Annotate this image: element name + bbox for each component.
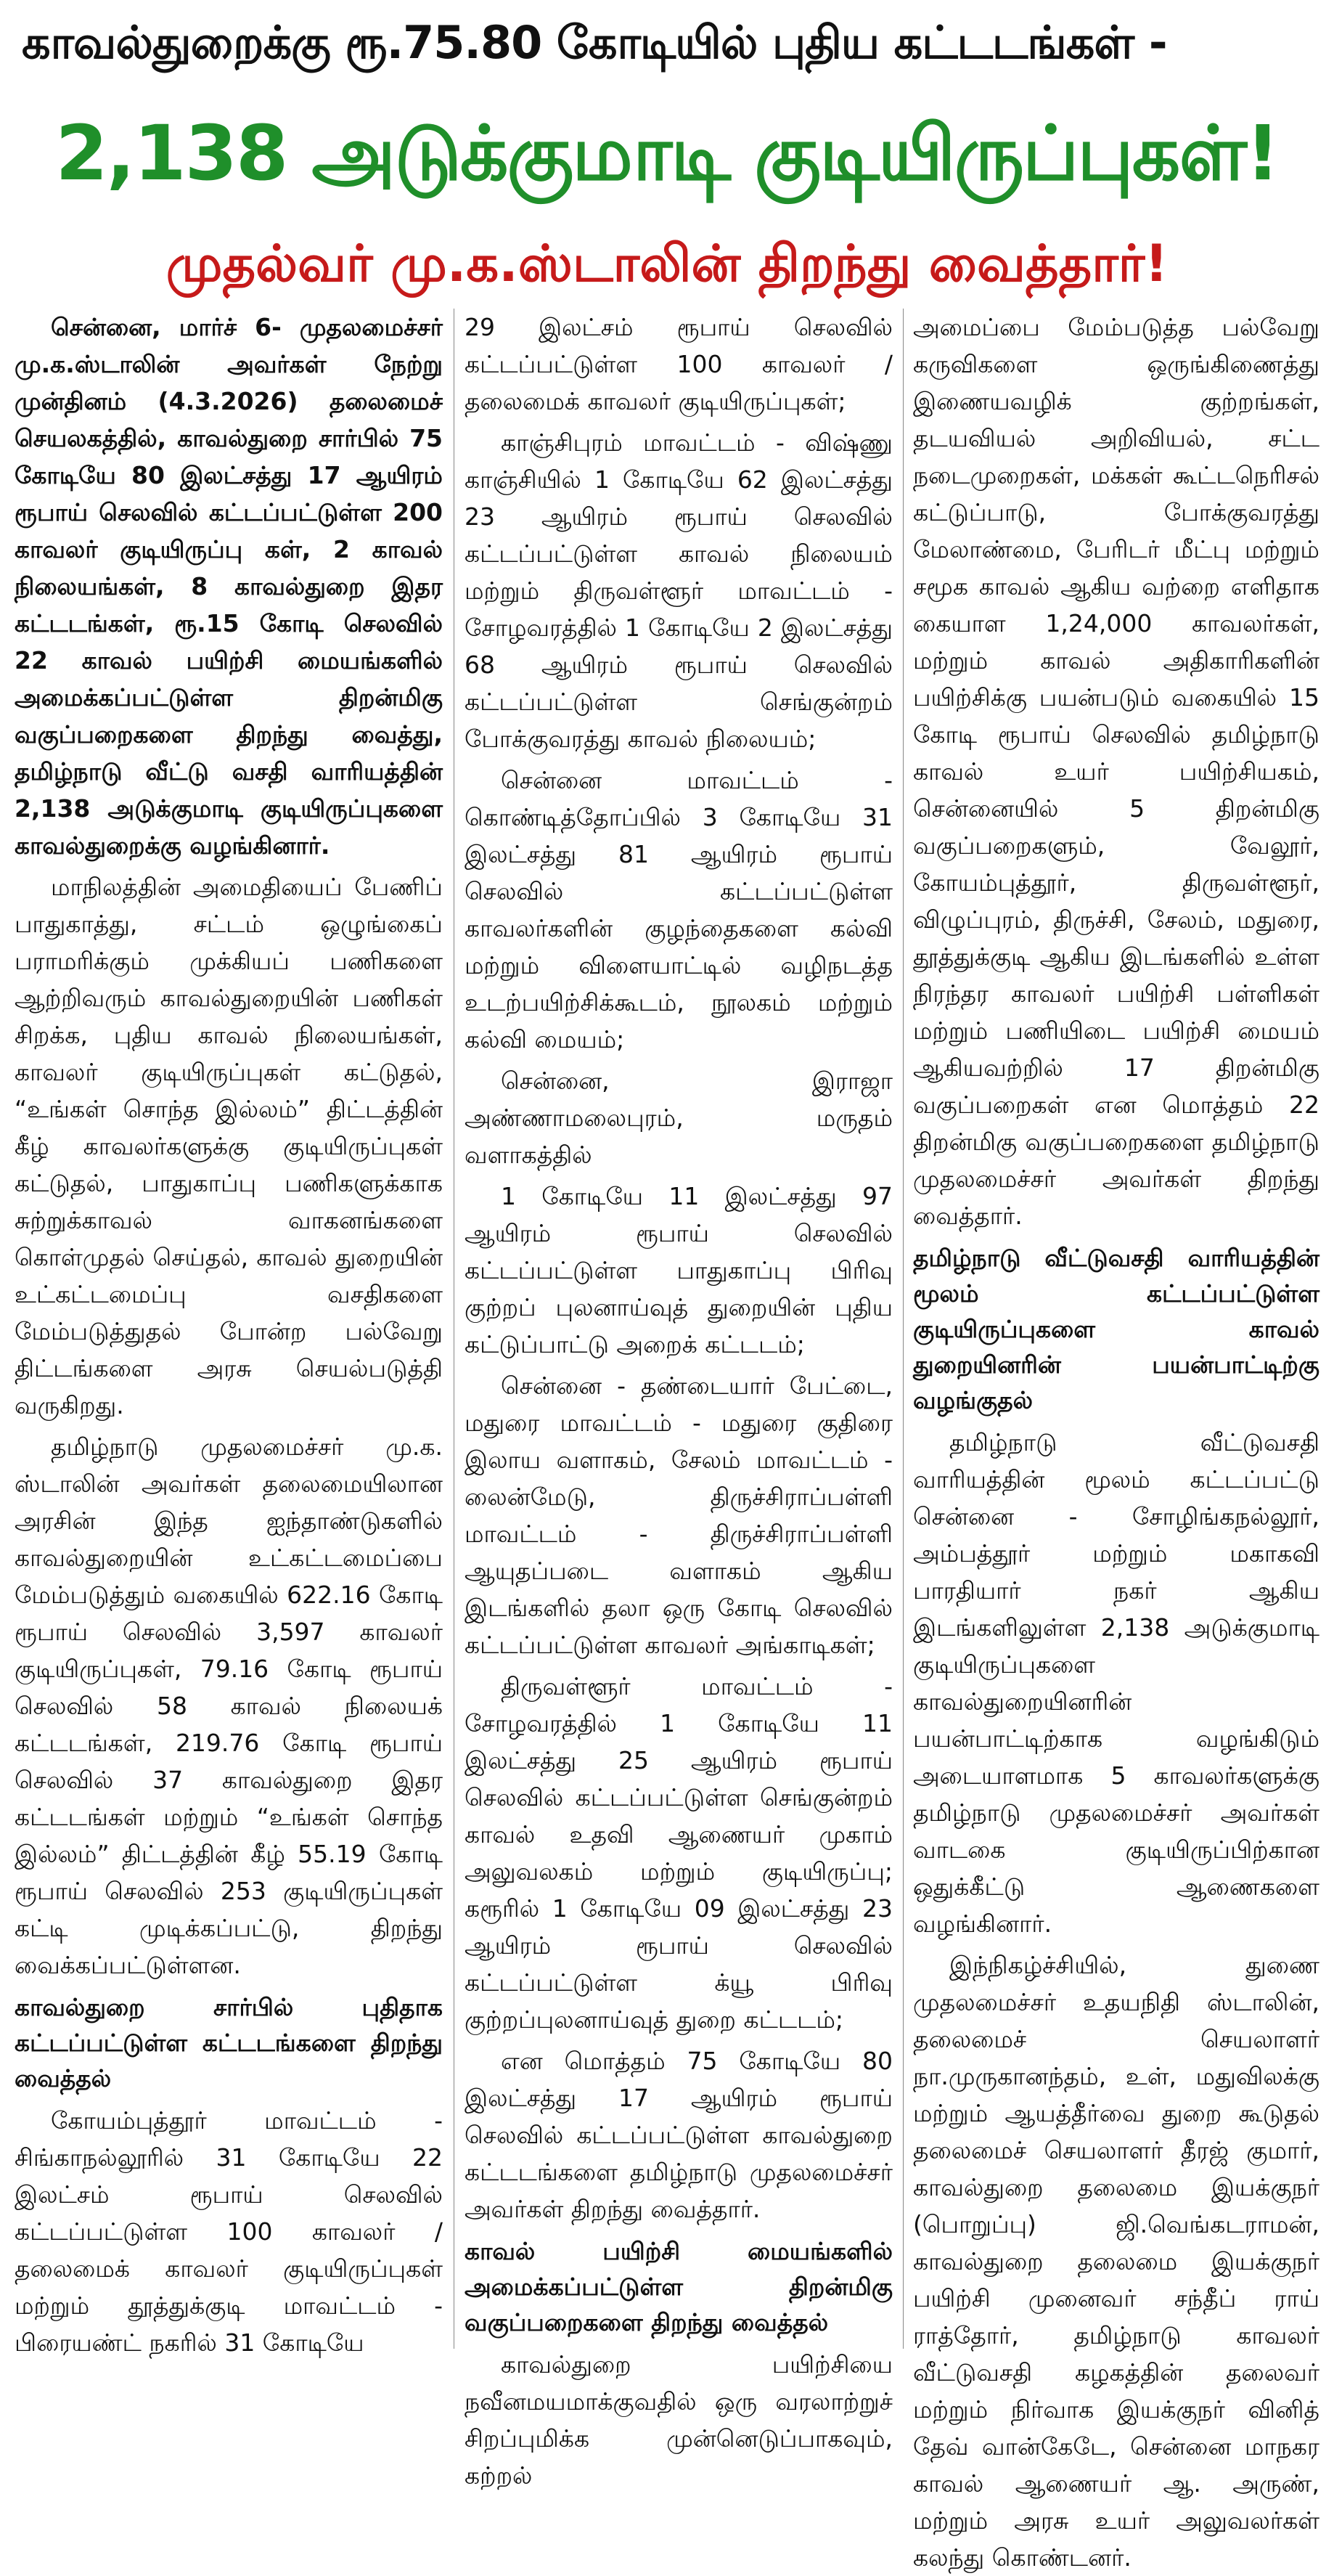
section-heading: காவல்துறை சார்பில் புதிதாக கட்டப்பட்டுள்ள கட்டடங்களை திறந்து வைத்தல் [15, 1993, 443, 2092]
article-paragraph: கோயம்புத்தூர் மாவட்டம் - சிங்காநல்லூரில் 31 கோடியே 22 இலட்சம் ரூபாய் செலவில் கட்டப்பட்டுள்ள 100 காவலர் / தலைமைக் காவலர் குடியிருப்புகள் மற்றும் தூத்துக்குடி மாவட்டம் - பிரையண்ட் நகரில் 31 கோடியே [15, 2106, 443, 2357]
article-column-2 [465, 309, 893, 2490]
article-paragraph: இந்நிகழ்ச்சியில், துணை முதலமைச்சர் உதயநிதி ஸ்டாலின், தலைமைச் செயலாளர் நா.முருகானந்தம், உள், மதுவிலக்கு மற்றும் ஆயத்தீர்வை துறை கூடுதல் தலைமைச் செயலாளர் தீரஜ் குமார், காவல்துறை தலைமை இயக்குநர் (பொறுப்பு) ஜி.வெங்கடராமன், காவல்துறை தலைமை இயக்குநர் பயிற்சி முனைவர் சந்தீப் ராய் ராத்தோர், தமிழ்நாடு காவலர் வீட்டுவசதி கழகத்தின் தலைவர் மற்றும் நிர்வாக இயக்குநர் வினித் தேவ் வான்கேடே, சென்னை மாநகர காவல் ஆணையர் ஆ. அருண், மற்றும் அரசு உயர் அலுவலர்கள் கலந்து கொண்டனர். [913, 1951, 1319, 2572]
article-paragraph: தமிழ்நாடு வீட்டுவசதி வாரியத்தின் மூலம் கட்டப்பட்டு சென்னை - சோழிங்கநல்லூர், அம்பத்தூர் மற்றும் மகாகவி பாரதியார் நகர் ஆகிய இடங்களிலுள்ள 2,138 அடுக்குமாடி குடியிருப்புகளை காவல்துறையினரின் பயன்பாட்டிற்காக வழங்கிடும் அடையாளமாக 5 காவலர்களுக்கு தமிழ்நாடு முதலமைச்சர் அவர்கள் வாடகை குடியிருப்பிற்கான ஒதுக்கீட்டு ஆணைகளை வழங்கினார். [913, 1428, 1319, 1938]
article-paragraph: தமிழ்நாடு முதலமைச்சர் மு.க. ஸ்டாலின் அவர்கள் தலைமையிலான அரசின் இந்த ஐந்தாண்டுகளில் காவல்துறையின் உட்கட்டமைப்பை மேம்படுத்தும் வகையில் 622.16 கோடி ரூபாய் செலவில் 3,597 காவலர் குடியிருப்புகள், 79.16 கோடி ரூபாய் செலவில் 58 காவல் நிலையக் கட்டடங்கள், 219.76 கோடி ரூபாய் செலவில் 37 காவல்துறை இதர கட்டடங்கள் மற்றும் “உங்கள் சொந்த இல்லம்” திட்டத்தின் கீழ் 55.19 கோடி ரூபாய் செலவில் 253 குடியிருப்புகள் கட்டி முடிக்கப்பட்டு, திறந்து வைக்கப்பட்டுள்ளன. [15, 1432, 443, 1979]
column-divider [903, 309, 904, 2349]
headline-sub: முதல்வர் மு.க.ஸ்டாலின் திறந்து வைத்தார்! [165, 234, 1169, 293]
article-paragraph: சென்னை மாவட்டம் - கொண்டித்தோப்பில் 3 கோடியே 31 இலட்சத்து 81 ஆயிரம் ரூபாய் செலவில் கட்டப்பட்டுள்ள காவலர்களின் குழந்தைகளை கல்வி மற்றும் விளையாட்டில் வழிநடத்த உடற்பயிற்சிக்கூடம், நூலகம் மற்றும் கல்வி மையம்; [465, 766, 893, 1053]
article-paragraph: திருவள்ளூர் மாவட்டம் - சோழவரத்தில் 1 கோடியே 11 இலட்சத்து 25 ஆயிரம் ரூபாய் செலவில் கட்டப்பட்டுள்ள செங்குன்றம் காவல் உதவி ஆணையர் முகாம் அலுவலகம் மற்றும் குடியிருப்பு; கரூரில் 1 கோடியே 09 இலட்சத்து 23 ஆயிரம் ரூபாய் செலவில் கட்டப்பட்டுள்ள க்யூ பிரிவு குற்றப்புலனாய்வுத் துறை கட்டடம்; [465, 1672, 893, 2034]
article-paragraph: சென்னை, இராஜா அண்ணாமலைபுரம், மருதம் வளாகத்தில் [465, 1067, 893, 1169]
article-body [15, 309, 1319, 2572]
article-paragraph: என மொத்தம் 75 கோடியே 80 இலட்சத்து 17 ஆயிரம் ரூபாய் செலவில் கட்டப்பட்டுள்ள காவல்துறை கட்டடங்களை தமிழ்நாடு முதலமைச்சர் அவர்கள் திறந்து வைத்தார். [465, 2047, 893, 2223]
article-paragraph: சென்னை - தண்டையார் பேட்டை, மதுரை மாவட்டம் - மதுரை குதிரை இலாய வளாகம், சேலம் மாவட்டம் - லைன்மேடு, திருச்சிராப்பள்ளி மாவட்டம் - திருச்சிராப்பள்ளி ஆயுதப்படை வளாகம் ஆகிய இடங்களில் தலா ஒரு கோடி செலவில் கட்டப்பட்டுள்ள காவலர் அங்காடிகள்; [465, 1371, 893, 1659]
article-paragraph: காஞ்சிபுரம் மாவட்டம் - விஷ்ணு காஞ்சியில் 1 கோடியே 62 இலட்சத்து 23 ஆயிரம் ரூபாய் செலவில் கட்டப்பட்டுள்ள காவல் நிலையம் மற்றும் திருவள்ளூர் மாவட்டம் - சோழவரத்தில் 1 கோடியே 2 இலட்சத்து 68 ஆயிரம் ரூபாய் செலவில் கட்டப்பட்டுள்ள செங்குன்றம் போக்குவரத்து காவல் நிலையம்; [465, 428, 893, 753]
article-column-1 [15, 309, 443, 2357]
article-paragraph: 29 இலட்சம் ரூபாய் செலவில் கட்டப்பட்டுள்ள 100 காவலர் / தலைமைக் காவலர் குடியிருப்புகள்; [465, 313, 893, 415]
article-lead-paragraph: சென்னை, மார்ச் 6- முதலமைச்சர் மு.க.ஸ்டாலின் அவர்கள் நேற்று முன்தினம் (4.3.2026) தலைமைச் செயலகத்தில், காவல்துறை சார்பில் 75 கோடியே 80 இலட்சத்து 17 ஆயிரம் ரூபாய் செலவில் கட்டப்பட்டுள்ள 200 காவலர் குடியிருப்பு கள், 2 காவல் நிலையங்கள், 8 காவல்துறை இதர கட்டடங்கள், ரூ.15 கோடி செலவில் 22 காவல் பயிற்சி மையங்களில் அமைக்கப்பட்டுள்ள திறன்மிகு வகுப்பறைகளை திறந்து வைத்து, தமிழ்நாடு வீட்டு வசதி வாரியத்தின் 2,138 அடுக்குமாடி குடியிருப்புகளை காவல்துறைக்கு வழங்கினார். [15, 313, 443, 860]
section-heading: தமிழ்நாடு வீட்டுவசதி வாரியத்தின் மூலம் கட்டப்பட்டுள்ள குடியிருப்புகளை காவல் துறையினரின் பயன்பாட்டிற்கு வழங்குதல் [913, 1244, 1319, 1414]
article-column-3 [913, 309, 1319, 2572]
article-paragraph: அமைப்பை மேம்படுத்த பல்வேறு கருவிகளை ஒருங்கிணைத்து இணையவழிக் குற்றங்கள், தடயவியல் அறிவியல், சட்ட நடைமுறைகள், மக்கள் கூட்டநெரிசல் கட்டுப்பாடு, போக்குவரத்து மேலாண்மை, பேரிடர் மீட்பு மற்றும் சமூக காவல் ஆகிய வற்றை எளிதாக கையாள 1,24,000 காவலர்கள், மற்றும் காவல் அதிகாரிகளின் பயிற்சிக்கு பயன்படும் வகையில் 15 கோடி ரூபாய் செலவில் தமிழ்நாடு காவல் உயர் பயிற்சியகம், சென்னையில் 5 திறன்மிகு வகுப்பறைகளும், வேலூர், கோயம்புத்தூர், திருவள்ளூர், விழுப்புரம், திருச்சி, சேலம், மதுரை, தூத்துக்குடி ஆகிய இடங்களில் உள்ள நிரந்தர காவலர் பயிற்சி பள்ளிகள் மற்றும் பணியிடை பயிற்சி மையம் ஆகியவற்றில் 17 திறன்மிகு வகுப்பறைகள் என மொத்தம் 22 திறன்மிகு வகுப்பறைகளை தமிழ்நாடு முதலமைச்சர் அவர்கள் திறந்து வைத்தார். [913, 313, 1319, 1230]
headline-kicker: காவல்துறைக்கு ரூ.75.80 கோடியில் புதிய கட்டடங்கள் - [22, 16, 1167, 69]
headline-main: 2,138 அடுக்குமாடி குடியிருப்புகள்! [55, 109, 1279, 197]
article-paragraph: 1 கோடியே 11 இலட்சத்து 97 ஆயிரம் ரூபாய் செலவில் கட்டப்பட்டுள்ள பாதுகாப்பு பிரிவு குற்றப் புலனாய்வுத் துறையின் புதிய கட்டுப்பாட்டு அறைக் கட்டடம்; [465, 1182, 893, 1358]
article-paragraph: காவல்துறை பயிற்சியை நவீனமயமாக்குவதில் ஒரு வரலாற்றுச் சிறப்புமிக்க முன்னெடுப்பாகவும், கற்றல் [465, 2350, 893, 2490]
section-heading: காவல் பயிற்சி மையங்களில் அமைக்கப்பட்டுள்ள திறன்மிகு வகுப்பறைகளை திறந்து வைத்தல் [465, 2237, 893, 2336]
article-paragraph: மாநிலத்தின் அமைதியைப் பேணிப் பாதுகாத்து, சட்டம் ஒழுங்கைப் பராமரிக்கும் முக்கியப் பணிகளை ஆற்றிவரும் காவல்துறையின் பணிகள் சிறக்க, புதிய காவல் நிலையங்கள், காவலர் குடியிருப்புகள் கட்டுதல், “உங்கள் சொந்த இல்லம்” திட்டத்தின் கீழ் காவலர்களுக்கு குடியிருப்புகள் கட்டுதல், பாதுகாப்பு பணிகளுக்காக சுற்றுக்காவல் வாகனங்களை கொள்முதல் செய்தல், காவல் துறையின் உட்கட்டமைப்பு வசதிகளை மேம்படுத்துதல் போன்ற பல்வேறு திட்டங்களை அரசு செயல்படுத்தி வருகிறது. [15, 873, 443, 1419]
